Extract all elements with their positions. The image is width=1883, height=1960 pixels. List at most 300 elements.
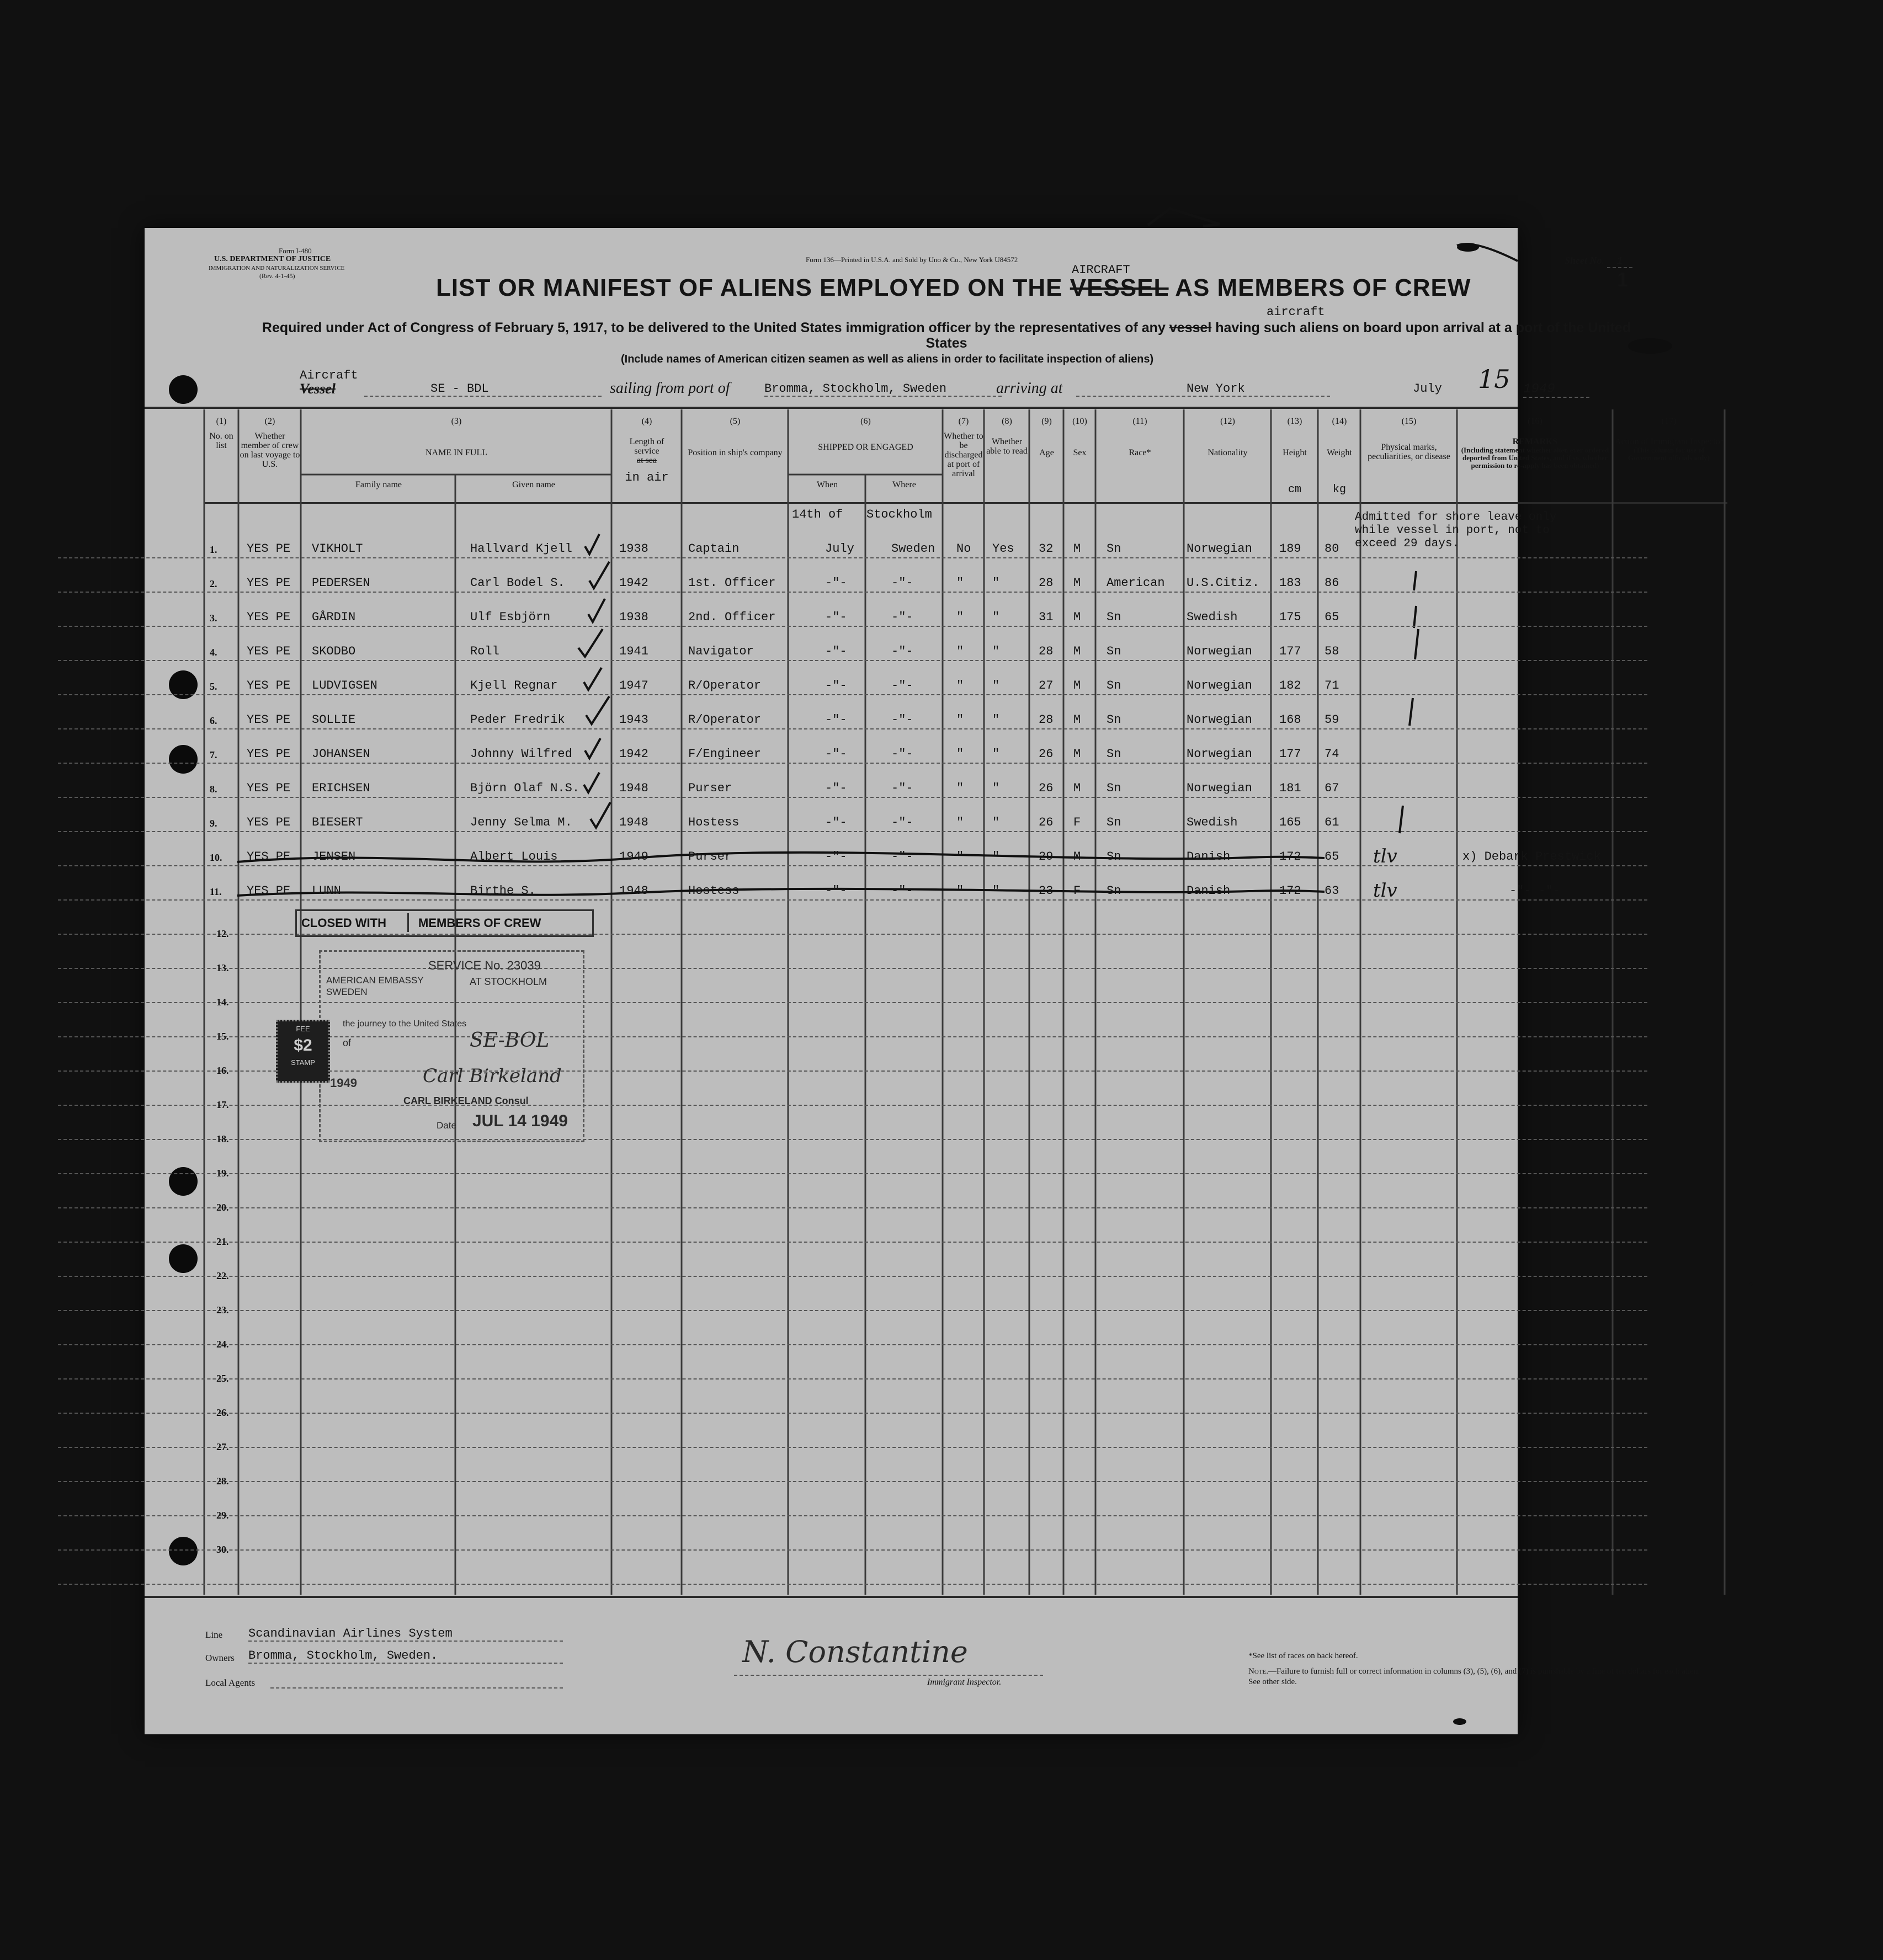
where-cell: -"- (891, 816, 913, 829)
col-label: Nationality (1208, 448, 1248, 457)
sex-cell: M (1073, 576, 1081, 590)
col-number: (2) (264, 417, 275, 426)
row-number: 4. (210, 647, 217, 658)
row-number: 12. (216, 928, 229, 939)
row-line (58, 1481, 1647, 1482)
sex-cell: M (1073, 747, 1081, 761)
row-number: 17. (216, 1099, 229, 1110)
arriving-label: arriving at (996, 380, 1063, 397)
position-cell: Purser (688, 850, 732, 864)
family-name-cell: GÅRDIN (312, 610, 356, 624)
discharge-cell: " (956, 781, 964, 795)
row-number: 22. (216, 1270, 229, 1281)
when-cell: -"- (825, 576, 847, 590)
read-cell: " (992, 645, 1000, 658)
family-name-cell: VIKHOLT (312, 542, 363, 556)
prior-voyage-cell: YES PE (247, 542, 291, 556)
read-cell: " (992, 610, 1000, 624)
nationality-cell: Norwegian (1187, 747, 1252, 761)
row-line (58, 557, 1647, 558)
sex-cell: F (1073, 816, 1081, 829)
sailing-label: sailing from port of (610, 380, 730, 397)
height-cell: 165 (1279, 816, 1301, 829)
row-line (58, 899, 1647, 901)
col-number: (7) (958, 417, 969, 426)
local-agents-value (270, 1687, 563, 1689)
remark-cell: x) Debark Prestwick (1462, 850, 1601, 864)
journey-text: the journey to the United States (343, 1019, 467, 1029)
when-cell: -"- (825, 713, 847, 727)
col-label: Action of Immigrant Inspector (1615, 437, 1723, 446)
col-note: (This column for use of Government officials only) (1627, 446, 1710, 462)
members-of-crew-text: MEMBERS OF CREW (418, 916, 541, 930)
stamp-divider (407, 913, 409, 932)
weight-cell: 71 (1325, 679, 1339, 693)
when-header: When (816, 480, 838, 489)
family-name-cell: ERICHSEN (312, 781, 370, 795)
stamp-aircraft: SE-BOL (470, 1029, 550, 1052)
row-line (58, 1447, 1647, 1448)
family-name-header: Family name (355, 480, 402, 489)
sheet-number-handwritten: 1 (1617, 268, 1629, 291)
position-cell: Captain (688, 542, 740, 556)
row-line (58, 1515, 1647, 1516)
when-cell: -"- (825, 850, 847, 864)
age-cell: 28 (1039, 645, 1054, 658)
required-start: Required under Act of Congress of February 5, 1917, to be delivered to the United States immigration officer by the representatives of any (262, 320, 1166, 335)
discharge-cell: " (956, 816, 964, 829)
family-name-cell: SOLLIE (312, 713, 356, 727)
position-cell: Purser (688, 781, 732, 795)
prior-voyage-cell: YES PE (247, 645, 291, 658)
read-cell: " (992, 816, 1000, 829)
col-14-header (1319, 417, 1360, 494)
col-17-header (1614, 417, 1724, 462)
prior-voyage-cell: YES PE (247, 679, 291, 693)
col-12-header (1185, 417, 1270, 457)
col-number: (5) (730, 417, 741, 426)
prior-voyage-cell: YES PE (247, 816, 291, 829)
col-number: (12) (1220, 417, 1235, 426)
vessel-insert-aircraft: Aircraft (300, 369, 358, 382)
family-name-cell: LUNN (312, 884, 341, 898)
row-line (58, 1173, 1647, 1174)
service-number: SERVICE No. 23039 (428, 958, 541, 972)
service-year-cell: 1947 (619, 679, 648, 693)
where-header: Where (892, 480, 916, 489)
race-cell: Sn (1107, 679, 1121, 693)
given-name-cell: Björn Olaf N.S. (470, 781, 580, 795)
prior-voyage-cell: YES PE (247, 747, 291, 761)
position-cell: R/Operator (688, 679, 762, 693)
col-13-header (1272, 417, 1317, 494)
prior-voyage-cell: YES PE (247, 610, 291, 624)
weight-cell: 74 (1325, 747, 1339, 761)
discharge-cell: No (956, 542, 971, 556)
service-year-cell: 1938 (619, 542, 648, 556)
col-label: Weight (1327, 448, 1352, 457)
height-cell: 172 (1279, 850, 1301, 864)
race-cell: Sn (1107, 610, 1121, 624)
required-insert-aircraft: aircraft (1267, 305, 1325, 319)
col-number: (13) (1287, 417, 1302, 426)
title-insert-aircraft: AIRCRAFT (1072, 263, 1130, 277)
form-id: Form I-480 (279, 247, 312, 255)
weight-unit: kg (1332, 483, 1346, 496)
given-name-cell: Hallvard Kjell (470, 542, 572, 556)
where-cell: -"- (891, 679, 913, 693)
embassy-service-stamp (319, 950, 584, 1142)
age-cell: 23 (1039, 884, 1054, 898)
nationality-cell: Swedish (1187, 816, 1238, 829)
position-cell: 2nd. Officer (688, 610, 776, 624)
col-number: (15) (1401, 417, 1417, 426)
family-name-cell: PEDERSEN (312, 576, 370, 590)
prior-voyage-cell: YES PE (247, 781, 291, 795)
discharge-cell: " (956, 610, 964, 624)
nationality-cell: Norwegian (1187, 713, 1252, 727)
sex-cell: M (1073, 679, 1081, 693)
race-cell: Sn (1107, 884, 1121, 898)
discharge-cell: " (956, 747, 964, 761)
given-name-cell: Ulf Esbjörn (470, 610, 551, 624)
inspector-signature: N. Constantine (742, 1634, 968, 1669)
inspector-initials: tlv (1373, 845, 1397, 867)
col-number: (14) (1332, 417, 1347, 426)
row-number: 30. (216, 1544, 229, 1555)
read-cell: " (992, 850, 1000, 864)
height-cell: 181 (1279, 781, 1301, 795)
family-name-cell: JOHANSEN (312, 747, 370, 761)
discharge-cell: " (956, 679, 964, 693)
row-line (58, 660, 1647, 661)
race-cell: Sn (1107, 781, 1121, 795)
row-number: 26. (216, 1407, 229, 1418)
col-label: Whether to be discharged at port of arrival (944, 432, 983, 478)
given-name-cell: Roll (470, 645, 499, 658)
note-text: —Failure to furnish full or correct information in columns (3), (5), (6), and (7) is punishable by a fine of ten dollars for each alien. See other side. (1248, 1667, 1700, 1686)
col-label: Length of service (629, 437, 664, 456)
row-number: 28. (216, 1476, 229, 1487)
row-number: 11. (210, 886, 222, 897)
embassy-country: SWEDEN (326, 987, 368, 997)
col-4-header (613, 417, 681, 482)
when-cell: -"- (825, 610, 847, 624)
title-start: LIST OR MANIFEST OF ALIENS EMPLOYED ON THE (436, 274, 1063, 301)
col-number: (9) (1041, 417, 1052, 426)
col-6-header (789, 417, 942, 452)
row-number: 9. (210, 818, 217, 829)
inspector-initials: tlv (1373, 880, 1397, 902)
arrival-port: New York (1076, 382, 1330, 397)
row-line (58, 1413, 1647, 1414)
when-cell: -"- (825, 679, 847, 693)
prior-voyage-cell: YES PE (247, 884, 291, 898)
vessel-label: Vessel (300, 381, 336, 397)
service-name: IMMIGRATION AND NATURALIZATION SERVICE (209, 265, 345, 271)
row-number: 23. (216, 1304, 229, 1315)
service-year-cell: 1948 (619, 781, 648, 795)
when-cell: -"- (825, 781, 847, 795)
row-line (58, 763, 1647, 764)
col-number: (8) (1002, 417, 1012, 426)
weight-cell: 65 (1325, 850, 1339, 864)
row-line (58, 1139, 1647, 1140)
read-cell: " (992, 747, 1000, 761)
read-cell: " (992, 576, 1000, 590)
shore-leave-remark: Admitted for shore leave only while vessel in port, not to exceed 29 days. (1355, 511, 1557, 550)
height-cell: 175 (1279, 610, 1301, 624)
age-cell: 27 (1039, 679, 1054, 693)
position-cell: R/Operator (688, 713, 762, 727)
row-line (58, 831, 1647, 832)
row-line (58, 1242, 1647, 1243)
col-label: Age (1039, 448, 1054, 457)
weight-cell: 61 (1325, 816, 1339, 829)
row-line (58, 1549, 1647, 1551)
consul-date: JUL 14 1949 (472, 1112, 568, 1130)
where-cell: -"- (891, 747, 913, 761)
read-cell: Yes (992, 542, 1014, 556)
embassy-name: AMERICAN EMBASSY (326, 975, 424, 986)
row-line (58, 1584, 1647, 1585)
given-name-cell: Johnny Wilfred (470, 747, 572, 761)
row-line (58, 1344, 1647, 1345)
position-cell: F/Engineer (688, 747, 762, 761)
row-number: 6. (210, 715, 217, 726)
nationality-cell: Swedish (1187, 610, 1238, 624)
age-cell: 32 (1039, 542, 1054, 556)
at-sea-struck: at sea (637, 456, 657, 465)
given-name-cell: Albert Louis (470, 850, 558, 864)
form-revision: (Rev. 4-1-45) (259, 272, 295, 280)
weight-cell: 58 (1325, 645, 1339, 658)
col-9-header (1030, 417, 1063, 457)
row-line (58, 626, 1647, 627)
row-number: 5. (210, 681, 217, 692)
row-number: 8. (210, 784, 217, 795)
discharge-cell: " (956, 576, 964, 590)
col-1-header (205, 417, 237, 450)
when-cell: -"- (825, 645, 847, 658)
given-name-header: Given name (512, 480, 555, 489)
sex-cell: M (1073, 781, 1081, 795)
row-line (58, 1002, 1647, 1003)
col-label: Sex (1073, 448, 1087, 457)
shipped-when-header-value: 14th of (792, 508, 843, 521)
inspector-signature-line (734, 1675, 1043, 1676)
col-number: (1) (216, 417, 227, 426)
discharge-cell: " (956, 713, 964, 727)
nationality-cell: U.S.Citiz. (1187, 576, 1260, 590)
department: U.S. DEPARTMENT OF JUSTICE (214, 255, 331, 263)
prior-voyage-cell: YES PE (247, 850, 291, 864)
height-cell: 182 (1279, 679, 1301, 693)
col-label: Whether able to read (986, 437, 1028, 456)
closed-with-text: CLOSED WITH (301, 916, 386, 930)
service-year-cell: 1948 (619, 816, 648, 829)
col-label: Whether member of crew on last voyage to U.S. (240, 432, 300, 469)
read-cell: " (992, 884, 1000, 898)
col-label: Height (1283, 448, 1307, 457)
fee-stamp (276, 1020, 330, 1083)
races-note: *See list of races on back hereof. (1248, 1652, 1358, 1660)
weight-cell: 59 (1325, 713, 1339, 727)
row-line (58, 865, 1647, 866)
embassy-location: AT STOCKHOLM (470, 976, 547, 987)
row-line (58, 1378, 1647, 1380)
weight-cell: 63 (1325, 884, 1339, 898)
weight-cell: 86 (1325, 576, 1339, 590)
service-year-cell: 1942 (619, 576, 648, 590)
race-cell: Sn (1107, 816, 1121, 829)
arrival-month: July (1413, 382, 1442, 396)
age-cell: 26 (1039, 781, 1054, 795)
row-number: 29. (216, 1510, 229, 1521)
row-line (58, 1276, 1647, 1277)
row-line (58, 1105, 1647, 1106)
race-cell: Sn (1107, 713, 1121, 727)
col-8-header (985, 417, 1029, 456)
row-number: 1. (210, 544, 217, 555)
col-3-header (302, 417, 611, 457)
owners-value: Bromma, Stockholm, Sweden. (248, 1649, 563, 1664)
sex-cell: M (1073, 645, 1081, 658)
sheet-label: Sheet No. (1565, 255, 1604, 266)
row-number: 25. (216, 1373, 229, 1384)
service-year-cell: 1949 (619, 850, 648, 864)
service-year-cell: 1942 (619, 747, 648, 761)
nationality-cell: Danish (1187, 884, 1231, 898)
race-cell: Sn (1107, 645, 1121, 658)
race-cell: Sn (1107, 850, 1121, 864)
read-cell: " (992, 713, 1000, 727)
col-note: (Including statement whether alien ever ordered deported from United States, and if so, whether permission to re-apply has been obtained) (1461, 446, 1609, 470)
row-number: 10. (210, 852, 222, 863)
row-line (58, 728, 1647, 729)
where-cell: Sweden (891, 542, 935, 556)
line-label: Line (205, 1629, 223, 1640)
row-number: 20. (216, 1202, 229, 1213)
col-number: (6) (860, 417, 871, 426)
departure-port: Bromma, Stockholm, Sweden (764, 382, 1002, 397)
height-cell: 168 (1279, 713, 1301, 727)
col-2-header (240, 417, 300, 469)
age-cell: 26 (1039, 816, 1054, 829)
row-line (58, 592, 1647, 593)
row-number: 15. (216, 1031, 229, 1042)
col-label: REMARKS (1512, 437, 1558, 446)
race-cell: Sn (1107, 747, 1121, 761)
family-name-cell: JENSEN (312, 850, 356, 864)
row-number: 19. (216, 1168, 229, 1179)
age-cell: 26 (1039, 747, 1054, 761)
consul-signature: Carl Birkeland (423, 1065, 562, 1087)
col-5-header (683, 417, 788, 457)
where-cell: -"- (891, 645, 913, 658)
col-number: (3) (451, 417, 462, 426)
weight-cell: 65 (1325, 610, 1339, 624)
row-number: 14. (216, 997, 229, 1008)
printer-line: Form 136—Printed in U.S.A. and Sold by Uno & Co., New York U84572 (806, 255, 1018, 264)
given-name-cell: Birthe S. (470, 884, 536, 898)
prior-voyage-cell: YES PE (247, 576, 291, 590)
race-cell: Sn (1107, 542, 1121, 556)
aircraft-id: SE - BDL (364, 382, 602, 397)
col-label: NAME IN FULL (425, 448, 487, 457)
sex-cell: F (1073, 884, 1081, 898)
row-line (58, 694, 1647, 695)
col-label: No. on list (209, 432, 233, 450)
col-11-header (1097, 417, 1183, 457)
nationality-cell: Norwegian (1187, 542, 1252, 556)
row-number: 2. (210, 578, 217, 589)
age-cell: 28 (1039, 576, 1054, 590)
family-name-cell: SKODBO (312, 645, 356, 658)
row-line (58, 797, 1647, 798)
family-name-cell: BIESERT (312, 816, 363, 829)
discharge-cell: " (956, 850, 964, 864)
row-number: 24. (216, 1339, 229, 1350)
age-cell: 31 (1039, 610, 1054, 624)
inspector-label: Immigrant Inspector. (927, 1677, 1002, 1687)
position-cell: Navigator (688, 645, 754, 658)
height-cell: 172 (1279, 884, 1301, 898)
sex-cell: M (1073, 542, 1081, 556)
where-cell: -"- (891, 576, 913, 590)
given-name-cell: Jenny Selma M. (470, 816, 572, 829)
include-note: (Include names of American citizen seamen as well as aliens in order to facilitate inspection of aliens) (621, 353, 1154, 365)
given-name-cell: Carl Bodel S. (470, 576, 565, 590)
height-unit: cm (1288, 483, 1301, 496)
col-16-header (1458, 417, 1612, 470)
row-number: 18. (216, 1133, 229, 1144)
discharge-cell: " (956, 645, 964, 658)
service-year-cell: 1943 (619, 713, 648, 727)
owners-label: Owners (205, 1653, 235, 1663)
age-cell: 28 (1039, 713, 1054, 727)
weight-cell: 67 (1325, 781, 1339, 795)
of-text: of (343, 1037, 352, 1048)
position-cell: Hostess (688, 884, 740, 898)
line-value: Scandinavian Airlines System (248, 1627, 563, 1642)
sheet-no-value: 1 (1607, 256, 1633, 268)
where-cell: -"- (891, 610, 913, 624)
read-cell: " (992, 679, 1000, 693)
col-7-header (944, 417, 983, 478)
col-number: (10) (1072, 417, 1087, 426)
when-cell: -"- (825, 747, 847, 761)
nationality-cell: Norwegian (1187, 645, 1252, 658)
row-number: 27. (216, 1441, 229, 1452)
when-cell: -"- (825, 884, 847, 898)
row-number: 3. (210, 612, 217, 624)
consul-name: CARL BIRKELAND Consul (403, 1095, 529, 1106)
prior-voyage-cell: YES PE (247, 713, 291, 727)
col-number: (11) (1132, 417, 1147, 426)
fee-stamp-bottom: STAMP (291, 1058, 315, 1067)
row-number: 13. (216, 962, 229, 973)
nationality-cell: Norwegian (1187, 679, 1252, 693)
col-number: (17) (1661, 417, 1677, 426)
col-label: Position in ship's company (688, 448, 783, 457)
race-cell: American (1107, 576, 1165, 590)
read-cell: " (992, 781, 1000, 795)
remark-cell: -"- -"- (1509, 884, 1561, 898)
height-cell: 177 (1279, 645, 1301, 658)
row-line (58, 1310, 1647, 1311)
position-cell: Hostess (688, 816, 740, 829)
